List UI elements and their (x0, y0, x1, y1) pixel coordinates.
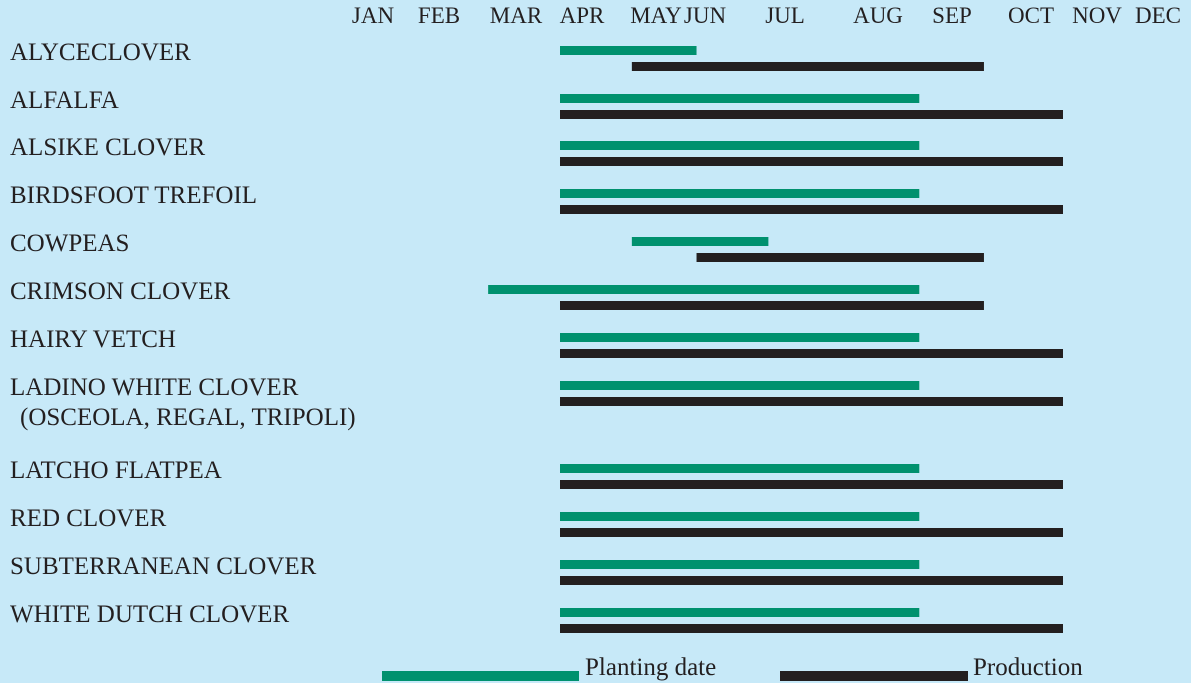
planting-bar (560, 560, 919, 569)
production-bar (560, 157, 1063, 166)
month-label-nov: NOV (1072, 3, 1122, 28)
month-label-aug: AUG (853, 3, 903, 28)
planting-bar (560, 608, 919, 617)
production-bar (560, 576, 1063, 585)
row-label: (OSCEOLA, REGAL, TRIPOLI) (20, 404, 356, 431)
production-bar (560, 205, 1063, 214)
legend-label-production: Production (973, 654, 1083, 681)
production-bar (697, 253, 984, 262)
row-label: BIRDSFOOT TREFOIL (10, 182, 258, 209)
production-bar (560, 397, 1063, 406)
planting-bar (560, 46, 697, 55)
month-label-feb: FEB (417, 3, 461, 28)
month-label-sep: SEP (932, 3, 972, 28)
month-label-jul: JUL (765, 3, 805, 28)
row-label: CRIMSON CLOVER (10, 278, 231, 305)
planting-bar (560, 141, 919, 150)
legend-swatch-planting (382, 671, 579, 681)
month-label-oct: OCT (1008, 3, 1054, 28)
row-label: WHITE DUTCH CLOVER (10, 601, 290, 628)
planting-bar (560, 94, 919, 103)
legend-label-planting: Planting date (585, 654, 717, 681)
row-label: RED CLOVER (10, 505, 167, 532)
month-label-mar: MAR (489, 3, 543, 28)
row-label: COWPEAS (10, 230, 130, 257)
planting-bar (560, 512, 919, 521)
row-label: SUBTERRANEAN CLOVER (10, 553, 317, 580)
production-bar (560, 110, 1063, 119)
row-label: LADINO WHITE CLOVER (10, 374, 299, 401)
month-label-jun: JUN (683, 3, 727, 28)
planting-bar (560, 189, 919, 198)
planting-bar (632, 237, 769, 246)
production-bar (560, 349, 1063, 358)
production-bar (632, 62, 984, 71)
legend-swatch-production (780, 671, 968, 681)
production-bar (560, 301, 984, 310)
production-bar (560, 480, 1063, 489)
row-label: ALFALFA (10, 87, 119, 114)
month-label-dec: DEC (1135, 3, 1181, 28)
planting-bar (560, 464, 919, 473)
planting-bar (560, 333, 919, 342)
month-label-may: MAY (630, 3, 682, 28)
production-bar (560, 624, 1063, 633)
month-label-jan: JAN (351, 3, 395, 28)
row-label: LATCHO FLATPEA (10, 457, 222, 484)
production-bar (560, 528, 1063, 537)
row-label: HAIRY VETCH (10, 326, 176, 353)
month-label-apr: APR (559, 3, 605, 28)
planting-bar (488, 285, 919, 294)
row-label: ALSIKE CLOVER (10, 134, 206, 161)
planting-bar (560, 381, 919, 390)
row-label: ALYCECLOVER (10, 39, 191, 66)
